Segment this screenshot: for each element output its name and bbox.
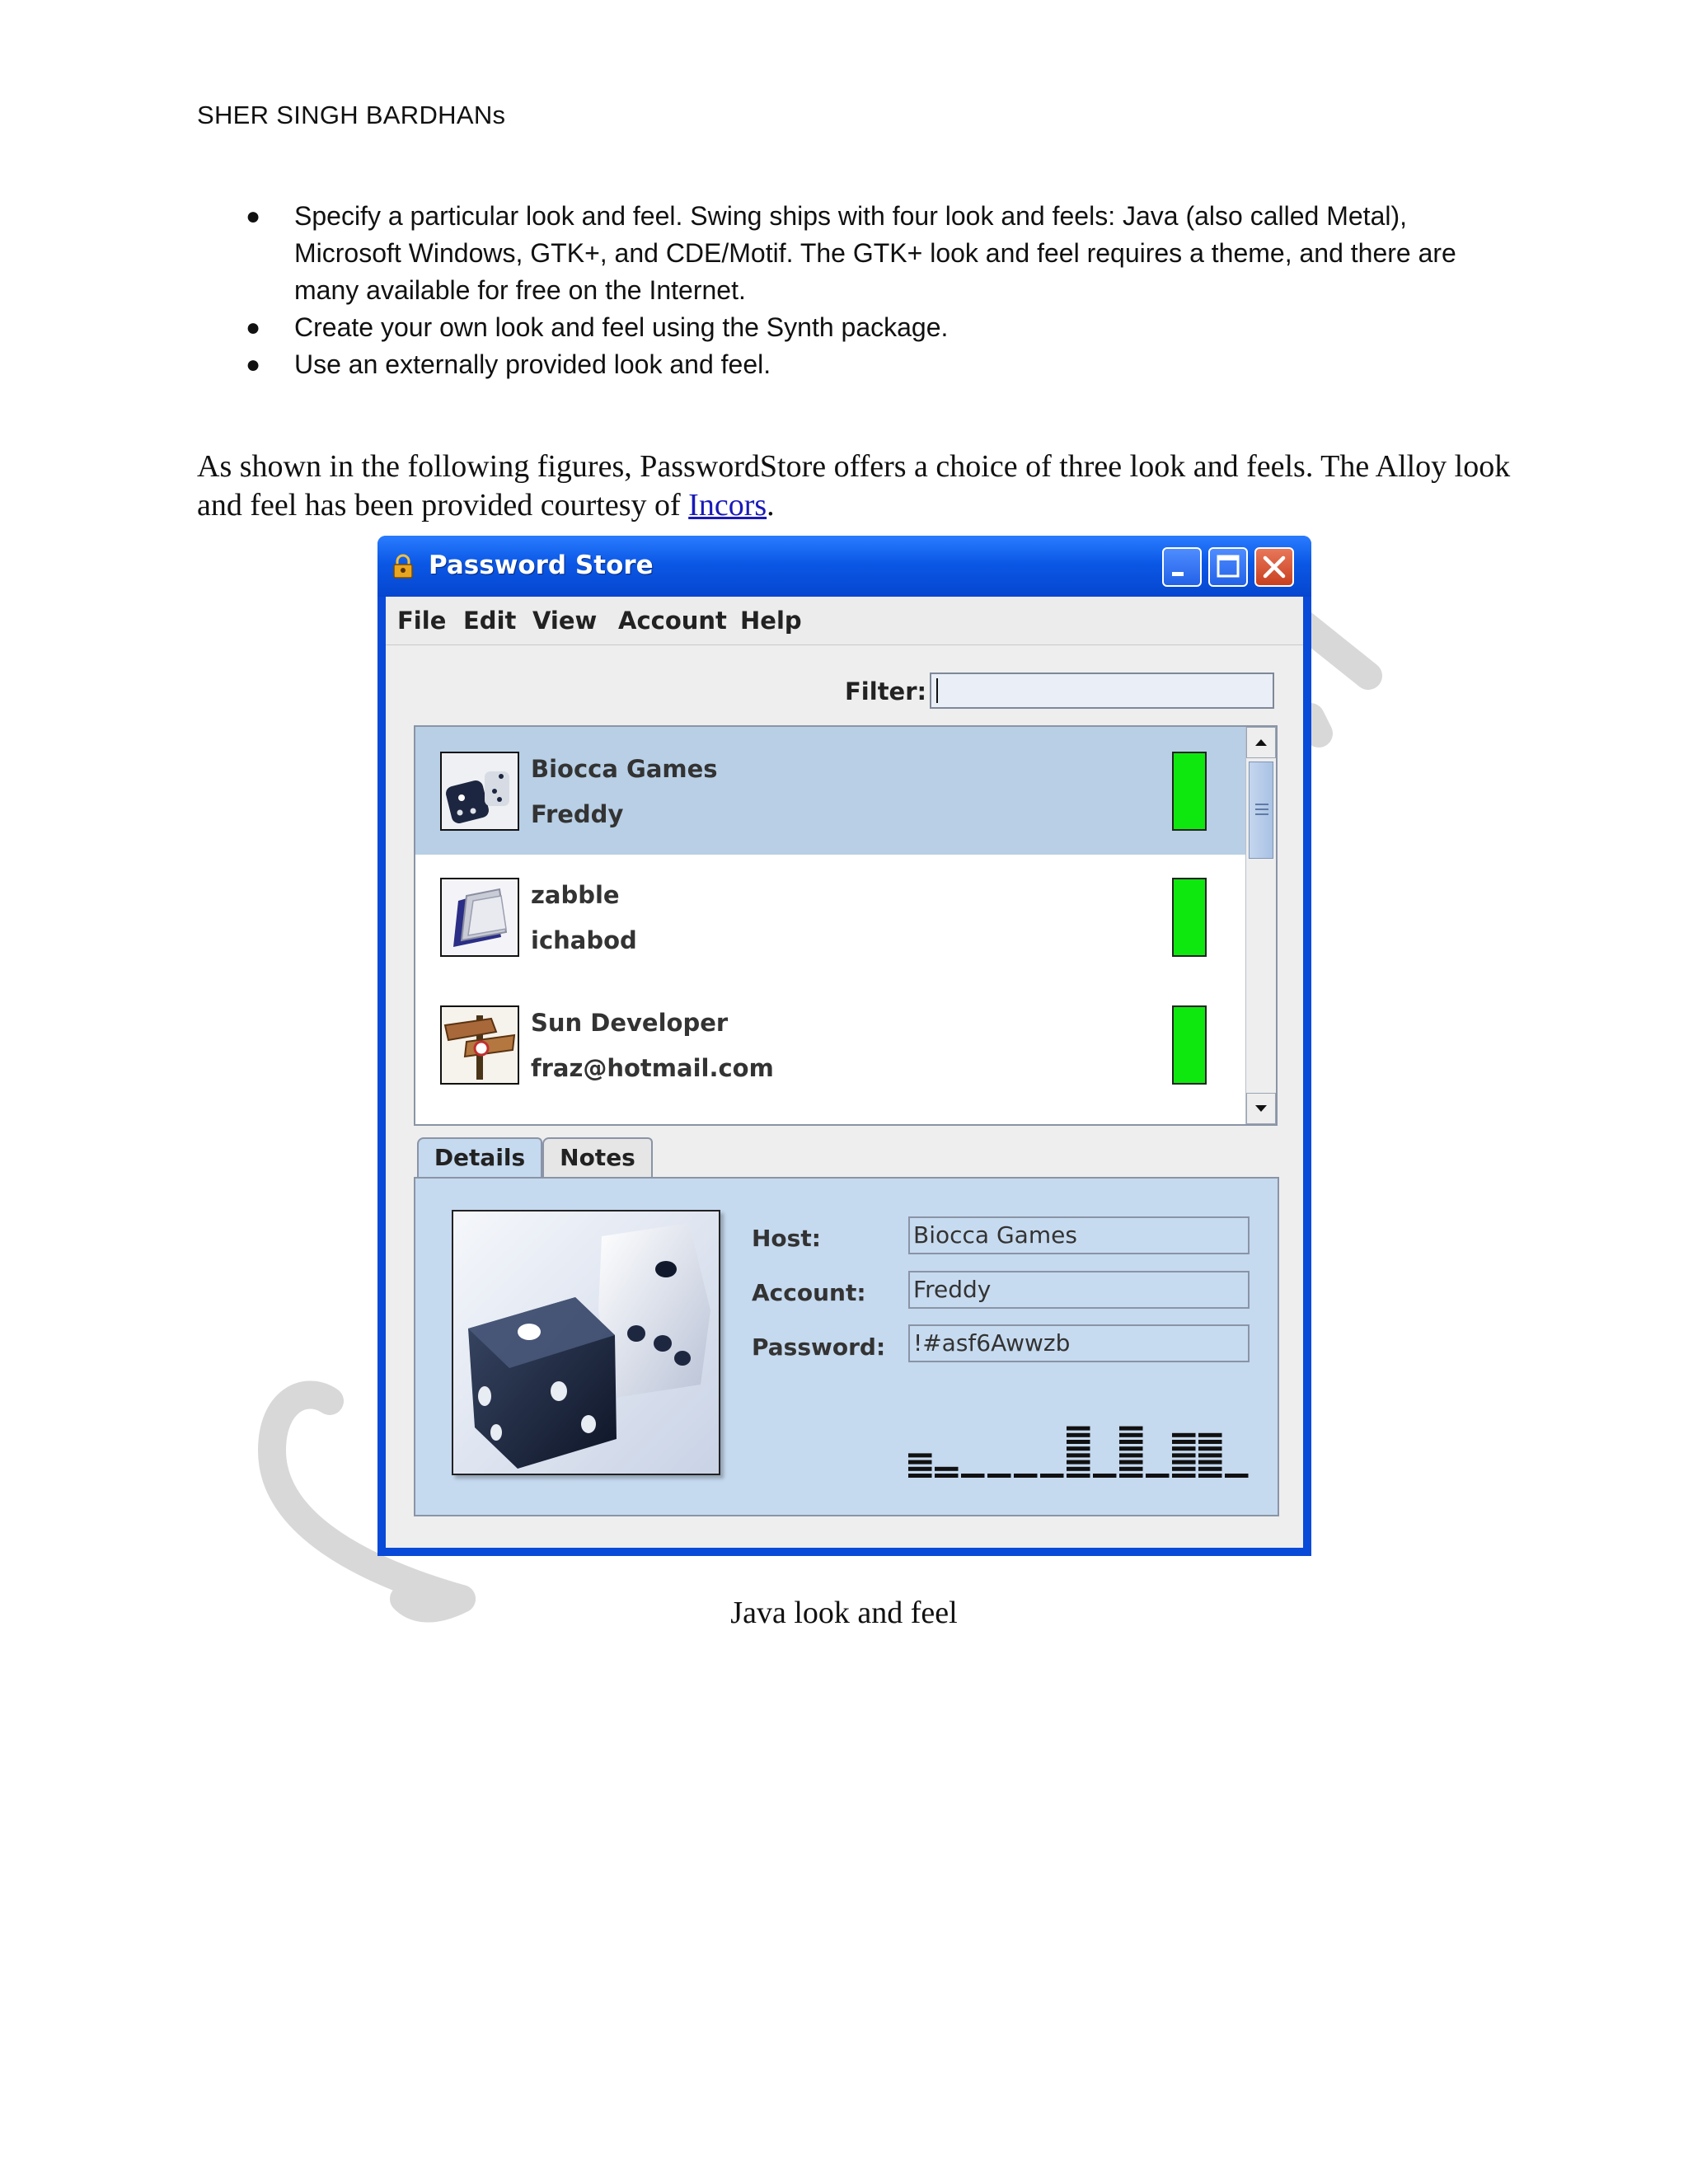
minimize-icon [1164,549,1200,585]
row-host: Sun Developer [531,1009,729,1037]
lock-icon [392,554,414,579]
host-label: Host: [752,1225,821,1252]
meter-segment [1067,1446,1090,1451]
password-strength-meter [907,1383,1253,1482]
meter-segment [908,1453,932,1457]
row-user: fraz@hotmail.com [531,1054,774,1082]
incors-link[interactable]: Incors [688,488,767,523]
arrow-up-icon [1247,728,1275,757]
figure-caption: Java look and feel [730,1596,958,1630]
minimize-button[interactable] [1162,547,1202,587]
close-icon [1256,549,1292,585]
meter-segment [1198,1467,1222,1471]
list-item [197,346,1483,383]
row-host: zabble [531,881,620,909]
details-panel [414,1177,1279,1516]
meter-segment [1119,1433,1143,1437]
menu-account[interactable]: Account [618,607,727,635]
meter-segment [1119,1474,1143,1478]
meter-segment [1067,1460,1090,1465]
close-button[interactable] [1254,547,1294,587]
meter-segment [1014,1474,1038,1478]
menu-edit[interactable]: Edit [463,607,517,635]
meter-segment [1067,1433,1090,1437]
meter-segment [961,1474,985,1478]
password-field[interactable]: !#asf6Awwzb [908,1324,1250,1362]
maximize-icon [1210,549,1246,585]
meter-segment [1119,1446,1143,1451]
grip-line [1255,808,1268,810]
password-label: Password: [752,1333,886,1361]
meter-segment [908,1474,932,1478]
scroll-down-button[interactable] [1246,1093,1276,1124]
host-field[interactable]: Biocca Games [908,1216,1250,1254]
window-client [386,597,1303,1548]
meter-segment [1119,1467,1143,1471]
bullet-text: Specify a particular look and feel. Swing ships with four look and feels: Java (also called Metal), Microsoft Windows, GTK+, and CDE/Motif. The GTK+ look and feel requires a theme, and there are many available for free on the Internet. [294,201,1456,305]
meter-segment [1172,1433,1196,1437]
meter-segment [1146,1474,1170,1478]
bullet-icon: ● [246,203,261,230]
meter-segment [1198,1440,1222,1444]
bullet-text: Use an externally provided look and feel. [294,349,771,379]
meter-segment [1225,1474,1249,1478]
meter-segment [1067,1467,1090,1471]
scroll-thumb[interactable] [1249,762,1273,859]
strength-indicator [1172,878,1207,957]
password-store-window [377,536,1311,1556]
account-list[interactable] [414,725,1278,1126]
row-host: Biocca Games [531,755,718,783]
meter-segment [1093,1474,1117,1478]
menu-help[interactable]: Help [740,607,802,635]
grip-line [1255,813,1268,815]
meter-segment [1119,1460,1143,1465]
meter-segment [1119,1453,1143,1457]
intro-paragraph [197,448,1516,525]
bullet-icon: ● [246,314,261,341]
meter-segment [1198,1460,1222,1465]
page-header: SHER SINGH BARDHANs [197,101,506,129]
meter-segment [1067,1440,1090,1444]
account-field[interactable]: Freddy [908,1271,1250,1309]
signpost-icon [440,1005,519,1085]
meter-segment [1172,1474,1196,1478]
meter-segment [1119,1440,1143,1444]
meter-segment [1172,1460,1196,1465]
meter-segment [1172,1453,1196,1457]
text-caret [936,678,938,703]
row-user: Freddy [531,800,624,828]
meter-segment [1198,1453,1222,1457]
cards-icon [440,878,519,957]
strength-indicator [1172,1005,1207,1085]
meter-segment [1172,1446,1196,1451]
intro-text: As shown in the following figures, PasswordStore offers a choice of three look and feels. The Alloy look and feel has been provided courtesy of [197,449,1511,523]
filter-input[interactable] [930,673,1274,709]
window-title: Password Store [429,551,654,580]
tab-notes[interactable]: Notes [542,1137,653,1179]
list-item[interactable] [415,727,1248,855]
meter-segment [1040,1474,1064,1478]
list-item [197,198,1483,309]
strength-indicator [1172,752,1207,831]
arrow-down-icon [1247,1094,1275,1123]
account-label: Account: [752,1279,866,1306]
row-user: ichabod [531,926,637,954]
grip-line [1255,804,1268,805]
list-item [197,309,1483,346]
vertical-scrollbar[interactable] [1245,727,1276,1124]
meter-segment [987,1474,1011,1478]
menu-view[interactable]: View [532,607,598,635]
meter-segment [1067,1427,1090,1431]
meter-segment [1172,1440,1196,1444]
meter-segment [908,1467,932,1471]
scroll-up-button[interactable] [1246,727,1276,758]
meter-segment [1198,1446,1222,1451]
meter-segment [1119,1427,1143,1431]
filter-label: Filter: [845,677,927,705]
intro-end: . [767,488,775,523]
bullet-icon: ● [246,351,261,378]
bullet-text: Create your own look and feel using the Synth package. [294,312,949,342]
tab-details[interactable]: Details [417,1137,542,1179]
list-item[interactable] [415,982,1248,1110]
list-item[interactable] [415,855,1248,982]
meter-segment [935,1467,959,1471]
meter-segment [1172,1467,1196,1471]
bullet-list [197,198,1483,383]
maximize-button[interactable] [1208,547,1248,587]
meter-segment [1067,1453,1090,1457]
meter-segment [935,1474,959,1478]
title-bar[interactable] [377,536,1311,597]
dice-icon [440,752,519,831]
meter-segment [1198,1433,1222,1437]
dice-image [452,1210,720,1475]
meter-segment [1198,1474,1222,1478]
menu-bar [386,597,1303,645]
meter-segment [1067,1474,1090,1478]
menu-file[interactable]: File [397,607,447,635]
meter-segment [908,1460,932,1465]
